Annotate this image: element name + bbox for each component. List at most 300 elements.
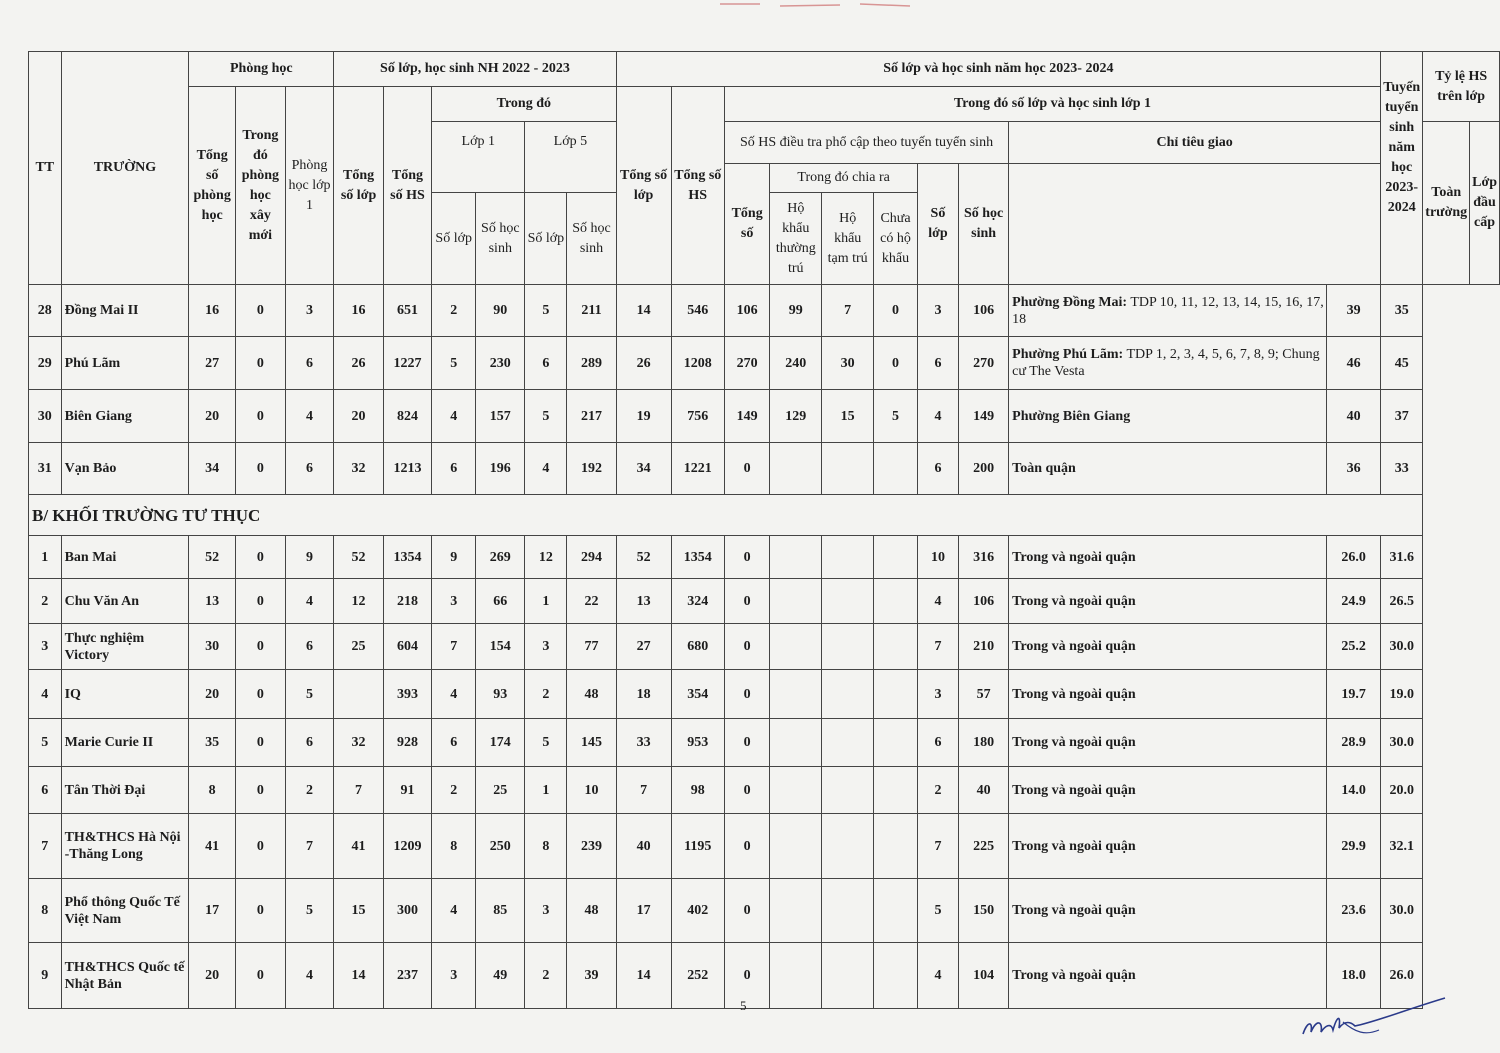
tuyen-sinh-area: Toàn quận	[1012, 461, 1076, 476]
header-truong: TRƯỜNG	[61, 52, 189, 285]
table-row	[29, 719, 1500, 767]
data-cell: 48	[567, 670, 616, 719]
data-cell: 40	[959, 767, 1009, 814]
data-cell: 239	[567, 814, 616, 879]
header-nh-2023: Số lớp và học sinh năm học 2023- 2024	[616, 52, 1381, 87]
data-cell	[874, 719, 918, 767]
data-cell: 8	[432, 814, 476, 879]
data-cell: 157	[476, 390, 525, 443]
data-cell: 0	[236, 536, 286, 579]
data-cell: 0	[874, 337, 918, 390]
header-tt: TT	[29, 52, 62, 285]
data-cell: 41	[189, 814, 236, 879]
data-cell: 3	[917, 285, 958, 337]
table-row	[29, 624, 1500, 670]
data-cell: 26	[616, 337, 671, 390]
tuyen-sinh-area: Trong và ngoài quận	[1012, 735, 1136, 750]
header-phong-hoc: Phòng học	[189, 52, 334, 87]
stamp-mark	[720, 0, 920, 13]
ratio-cell: 18.0	[1327, 943, 1381, 1009]
data-cell: 4	[432, 670, 476, 719]
data-cell: 1195	[671, 814, 724, 879]
data-cell: 19	[616, 390, 671, 443]
data-cell: 34	[189, 443, 236, 495]
data-cell: 145	[567, 719, 616, 767]
data-cell	[822, 443, 874, 495]
row-tt: 5	[29, 719, 62, 767]
data-cell: 149	[959, 390, 1009, 443]
header-tong-so-phong-hoc: Tổng số phòng học	[189, 87, 236, 285]
data-cell: 52	[189, 536, 236, 579]
data-cell: 1221	[671, 443, 724, 495]
data-cell: 393	[383, 670, 431, 719]
header-tong-so-lop: Tổng số lớp	[334, 87, 383, 285]
data-cell: 32	[334, 719, 383, 767]
data-cell: 7	[285, 814, 334, 879]
data-cell: 0	[236, 285, 286, 337]
data-cell: 7	[432, 624, 476, 670]
data-cell: 20	[189, 390, 236, 443]
tuyen-sinh-area: Trong và ngoài quận	[1012, 549, 1136, 565]
data-cell: 252	[671, 943, 724, 1009]
data-cell: 0	[236, 943, 286, 1009]
header-lop-dau-cap: Lớp đầu cấp	[1470, 122, 1500, 285]
ratio-cell: 37	[1381, 390, 1423, 443]
data-cell: 0	[724, 719, 770, 767]
tuyen-sinh-cell	[1009, 767, 1327, 814]
tuyen-sinh-cell	[1009, 624, 1327, 670]
data-cell: 2	[432, 285, 476, 337]
tuyen-sinh-area: Trong và ngoài quận	[1012, 686, 1136, 702]
data-cell: 4	[917, 943, 958, 1009]
header-ct-so-lop: Số lớp	[917, 164, 958, 285]
tuyen-sinh-cell	[1009, 943, 1327, 1009]
data-cell: 9	[432, 536, 476, 579]
data-cell: 0	[236, 814, 286, 879]
data-cell: 289	[567, 337, 616, 390]
data-cell: 324	[671, 579, 724, 624]
ratio-cell: 23.6	[1327, 879, 1381, 943]
data-cell: 129	[770, 390, 822, 443]
tuyen-sinh-cell	[1009, 443, 1327, 495]
data-cell: 0	[236, 719, 286, 767]
data-cell: 66	[476, 579, 525, 624]
data-cell: 4	[285, 943, 334, 1009]
data-cell: 0	[236, 879, 286, 943]
row-tt: 28	[29, 285, 62, 337]
data-cell: 7	[917, 624, 958, 670]
data-cell: 25	[476, 767, 525, 814]
data-cell	[874, 943, 918, 1009]
data-cell: 12	[334, 579, 383, 624]
data-cell: 928	[383, 719, 431, 767]
school-name: Đồng Mai II	[61, 285, 189, 337]
ratio-cell: 36	[1327, 443, 1381, 495]
data-cell: 5	[525, 719, 567, 767]
data-cell	[770, 443, 822, 495]
data-cell: 13	[616, 579, 671, 624]
data-cell: 3	[917, 670, 958, 719]
data-cell: 85	[476, 879, 525, 943]
data-cell: 3	[432, 943, 476, 1009]
data-cell: 7	[616, 767, 671, 814]
data-cell: 34	[616, 443, 671, 495]
ratio-cell: 30.0	[1381, 719, 1423, 767]
data-cell: 13	[189, 579, 236, 624]
data-cell: 225	[959, 814, 1009, 879]
row-tt: 3	[29, 624, 62, 670]
header-trong-do-chia-ra: Trong đó chia ra	[770, 164, 917, 193]
row-tt: 6	[29, 767, 62, 814]
data-cell: 402	[671, 879, 724, 943]
header-lop5-so-hoc-sinh: Số học sinh	[567, 193, 616, 285]
data-cell: 269	[476, 536, 525, 579]
data-cell: 250	[476, 814, 525, 879]
tuyen-sinh-cell	[1009, 536, 1327, 579]
ratio-cell: 40	[1327, 390, 1381, 443]
data-cell: 22	[567, 579, 616, 624]
ratio-cell: 35	[1381, 285, 1423, 337]
data-cell	[874, 670, 918, 719]
signature	[1295, 992, 1455, 1047]
school-name: TH&THCS Hà Nội -Thăng Long	[61, 814, 189, 879]
header-trong-do-lop1: Trong đó số lớp và học sinh lớp 1	[724, 87, 1380, 122]
data-cell: 0	[724, 670, 770, 719]
data-cell: 6	[917, 719, 958, 767]
row-tt: 2	[29, 579, 62, 624]
section-b	[29, 495, 1500, 536]
data-cell: 0	[236, 390, 286, 443]
data-cell: 150	[959, 879, 1009, 943]
header-lop1: Lớp 1	[432, 122, 525, 193]
data-cell	[874, 814, 918, 879]
data-cell: 7	[334, 767, 383, 814]
data-cell: 4	[285, 579, 334, 624]
header-lop5: Lớp 5	[525, 122, 616, 193]
data-cell	[334, 670, 383, 719]
data-cell: 4	[917, 390, 958, 443]
school-name: Thực nghiệm Victory	[61, 624, 189, 670]
data-cell: 5	[917, 879, 958, 943]
header-ct-so-hoc-sinh: Số học sinh	[959, 164, 1009, 285]
data-cell: 27	[616, 624, 671, 670]
data-cell: 174	[476, 719, 525, 767]
tuyen-sinh-area: Phường Đồng Mai:	[1012, 294, 1128, 310]
data-cell: 14	[616, 943, 671, 1009]
data-cell: 3	[525, 624, 567, 670]
school-name: Chu Văn An	[61, 579, 189, 624]
data-cell: 217	[567, 390, 616, 443]
data-cell: 20	[189, 670, 236, 719]
tuyen-sinh-area: Trong và ngoài quận	[1012, 782, 1136, 798]
data-cell: 20	[189, 943, 236, 1009]
data-cell: 1	[525, 767, 567, 814]
header-chua-co-ho-khau: Chưa có hộ khẩu	[874, 193, 918, 285]
row-tt: 9	[29, 943, 62, 1009]
data-cell: 211	[567, 285, 616, 337]
data-cell	[770, 536, 822, 579]
data-cell: 3	[525, 879, 567, 943]
data-cell	[822, 536, 874, 579]
row-tt: 30	[29, 390, 62, 443]
data-cell: 0	[724, 579, 770, 624]
tuyen-sinh-cell	[1009, 879, 1327, 943]
data-cell: 0	[724, 624, 770, 670]
ratio-cell: 46	[1327, 337, 1381, 390]
school-name: Biên Giang	[61, 390, 189, 443]
data-cell	[770, 943, 822, 1009]
data-cell: 15	[334, 879, 383, 943]
data-cell: 0	[724, 767, 770, 814]
data-cell: 1227	[383, 337, 431, 390]
header-lop1-so-hoc-sinh: Số học sinh	[476, 193, 525, 285]
data-cell: 77	[567, 624, 616, 670]
data-cell: 17	[189, 879, 236, 943]
data-cell: 0	[236, 624, 286, 670]
data-cell	[822, 814, 874, 879]
data-cell: 0	[874, 285, 918, 337]
data-cell: 5	[285, 670, 334, 719]
data-cell: 5	[525, 285, 567, 337]
data-cell	[770, 879, 822, 943]
data-cell: 149	[724, 390, 770, 443]
tuyen-sinh-cell	[1009, 285, 1327, 337]
data-cell: 0	[724, 879, 770, 943]
data-cell: 2	[917, 767, 958, 814]
ratio-cell: 39	[1327, 285, 1381, 337]
row-tt: 1	[29, 536, 62, 579]
data-cell	[770, 767, 822, 814]
data-cell: 10	[917, 536, 958, 579]
school-name: Ban Mai	[61, 536, 189, 579]
data-cell: 210	[959, 624, 1009, 670]
school-name: Phú Lãm	[61, 337, 189, 390]
data-cell	[874, 536, 918, 579]
header-phong-hoc-lop1: Phòng học lớp 1	[285, 87, 334, 285]
data-cell: 200	[959, 443, 1009, 495]
page-number: 5	[740, 998, 747, 1013]
data-cell: 1209	[383, 814, 431, 879]
data-cell	[822, 943, 874, 1009]
data-cell	[874, 579, 918, 624]
data-cell: 30	[822, 337, 874, 390]
data-cell	[874, 767, 918, 814]
data-cell	[770, 670, 822, 719]
data-cell: 14	[616, 285, 671, 337]
tuyen-sinh-cell	[1009, 579, 1327, 624]
public-schools-body	[29, 285, 1500, 495]
row-tt: 4	[29, 670, 62, 719]
data-cell: 953	[671, 719, 724, 767]
data-cell: 14	[334, 943, 383, 1009]
data-cell: 218	[383, 579, 431, 624]
data-cell: 5	[874, 390, 918, 443]
data-cell: 93	[476, 670, 525, 719]
data-cell: 756	[671, 390, 724, 443]
table-row	[29, 536, 1500, 579]
data-cell: 2	[285, 767, 334, 814]
data-cell: 4	[917, 579, 958, 624]
tuyen-sinh-cell	[1009, 670, 1327, 719]
data-cell: 604	[383, 624, 431, 670]
data-cell: 48	[567, 879, 616, 943]
header-trong-do: Trong đó	[432, 87, 616, 122]
header-lop1-so-lop: Số lớp	[432, 193, 476, 285]
data-cell: 6	[285, 443, 334, 495]
data-cell: 18	[616, 670, 671, 719]
data-cell: 5	[285, 879, 334, 943]
data-cell: 8	[525, 814, 567, 879]
data-cell	[822, 719, 874, 767]
section-b-title: B/ KHỐI TRƯỜNG TƯ THỤC	[29, 495, 1423, 536]
ratio-cell: 24.9	[1327, 579, 1381, 624]
school-enrollment-table	[28, 51, 1500, 1009]
data-cell: 10	[567, 767, 616, 814]
data-cell: 230	[476, 337, 525, 390]
data-cell: 3	[432, 579, 476, 624]
data-cell: 1	[525, 579, 567, 624]
data-cell: 0	[724, 443, 770, 495]
ratio-cell: 30.0	[1381, 879, 1423, 943]
school-name: Tân Thời Đại	[61, 767, 189, 814]
data-cell: 20	[334, 390, 383, 443]
school-name: IQ	[61, 670, 189, 719]
header-toan-truong: Toàn trường	[1423, 122, 1470, 285]
data-cell	[770, 579, 822, 624]
data-cell: 40	[616, 814, 671, 879]
data-cell: 0	[724, 814, 770, 879]
school-name: Vạn Bảo	[61, 443, 189, 495]
header-tong-so: Tổng số	[724, 164, 770, 285]
ratio-cell: 45	[1381, 337, 1423, 390]
school-name: Marie Curie II	[61, 719, 189, 767]
data-cell: 270	[959, 337, 1009, 390]
data-cell: 106	[959, 579, 1009, 624]
school-name: TH&THCS Quốc tế Nhật Bản	[61, 943, 189, 1009]
data-cell: 6	[285, 337, 334, 390]
ratio-cell: 31.6	[1381, 536, 1423, 579]
ratio-cell: 29.9	[1327, 814, 1381, 879]
data-cell: 9	[285, 536, 334, 579]
header-ho-khau-tam-tru: Hộ khẩu tạm trú	[822, 193, 874, 285]
data-cell: 6	[432, 719, 476, 767]
data-cell: 7	[917, 814, 958, 879]
header-tuyen-sinh: Tuyến tuyển sinh năm học 2023-2024	[1381, 52, 1423, 285]
data-cell: 196	[476, 443, 525, 495]
data-cell: 0	[236, 443, 286, 495]
data-cell: 6	[917, 443, 958, 495]
ratio-cell: 14.0	[1327, 767, 1381, 814]
data-cell: 5	[432, 337, 476, 390]
data-cell: 30	[189, 624, 236, 670]
data-cell: 0	[236, 337, 286, 390]
ratio-cell: 19.7	[1327, 670, 1381, 719]
data-cell: 1354	[383, 536, 431, 579]
ratio-cell: 19.0	[1381, 670, 1423, 719]
data-cell: 0	[236, 670, 286, 719]
data-cell: 237	[383, 943, 431, 1009]
data-cell: 154	[476, 624, 525, 670]
data-cell: 4	[432, 879, 476, 943]
data-cell: 270	[724, 337, 770, 390]
ratio-cell: 20.0	[1381, 767, 1423, 814]
tuyen-sinh-area: Trong và ngoài quận	[1012, 639, 1136, 654]
data-cell: 824	[383, 390, 431, 443]
data-cell: 192	[567, 443, 616, 495]
header-tong-so-hs-2023: Tổng số HS	[671, 87, 724, 285]
table-row	[29, 443, 1500, 495]
row-tt: 29	[29, 337, 62, 390]
data-cell: 32	[334, 443, 383, 495]
tuyen-sinh-cell	[1009, 814, 1327, 879]
row-tt: 7	[29, 814, 62, 879]
data-cell: 91	[383, 767, 431, 814]
data-cell: 0	[236, 579, 286, 624]
header-ty-le: Tỷ lệ HS trên lớp	[1423, 52, 1500, 122]
table-row	[29, 579, 1500, 624]
data-cell: 52	[334, 536, 383, 579]
ratio-cell: 25.2	[1327, 624, 1381, 670]
data-cell: 35	[189, 719, 236, 767]
table-row	[29, 814, 1500, 879]
data-cell: 12	[525, 536, 567, 579]
tuyen-sinh-detail: TDP 1, 2, 3, 4, 5, 6, 7, 8, 9; Chung cư The Vesta	[1012, 347, 1320, 379]
data-cell: 651	[383, 285, 431, 337]
table-row	[29, 670, 1500, 719]
data-cell: 39	[567, 943, 616, 1009]
table-row	[29, 285, 1500, 337]
data-cell: 99	[770, 285, 822, 337]
data-cell	[822, 670, 874, 719]
row-tt: 31	[29, 443, 62, 495]
data-cell: 180	[959, 719, 1009, 767]
ratio-cell: 30.0	[1381, 624, 1423, 670]
tuyen-sinh-area: Trong và ngoài quận	[1012, 968, 1136, 983]
data-cell: 27	[189, 337, 236, 390]
table-row	[29, 879, 1500, 943]
table-row	[29, 337, 1500, 390]
data-cell: 1354	[671, 536, 724, 579]
data-cell: 294	[567, 536, 616, 579]
data-cell: 26	[334, 337, 383, 390]
header-lop5-so-lop: Số lớp	[525, 193, 567, 285]
header-trong-do-xay-moi: Trong đó phòng học xây mới	[236, 87, 286, 285]
data-cell: 2	[525, 670, 567, 719]
data-cell: 0	[724, 536, 770, 579]
tuyen-sinh-cell	[1009, 719, 1327, 767]
ratio-cell: 28.9	[1327, 719, 1381, 767]
data-cell: 3	[285, 285, 334, 337]
data-cell: 4	[432, 390, 476, 443]
ratio-cell: 26.5	[1381, 579, 1423, 624]
data-cell	[822, 767, 874, 814]
ratio-cell: 26.0	[1381, 943, 1423, 1009]
data-cell	[770, 814, 822, 879]
data-cell: 2	[432, 767, 476, 814]
ratio-cell: 32.1	[1381, 814, 1423, 879]
table-row	[29, 767, 1500, 814]
tuyen-sinh-cell	[1009, 390, 1327, 443]
tuyen-sinh-detail: TDP 10, 11, 12, 13, 14, 15, 16, 17, 18	[1012, 294, 1324, 327]
ratio-cell: 26.0	[1327, 536, 1381, 579]
data-cell: 6	[285, 624, 334, 670]
data-cell: 0	[236, 767, 286, 814]
data-cell	[822, 579, 874, 624]
tuyen-sinh-area: Phường Phú Lãm:	[1012, 347, 1124, 362]
data-cell: 17	[616, 879, 671, 943]
header-tong-so-lop-2023: Tổng số lớp	[616, 87, 671, 285]
data-cell: 16	[334, 285, 383, 337]
